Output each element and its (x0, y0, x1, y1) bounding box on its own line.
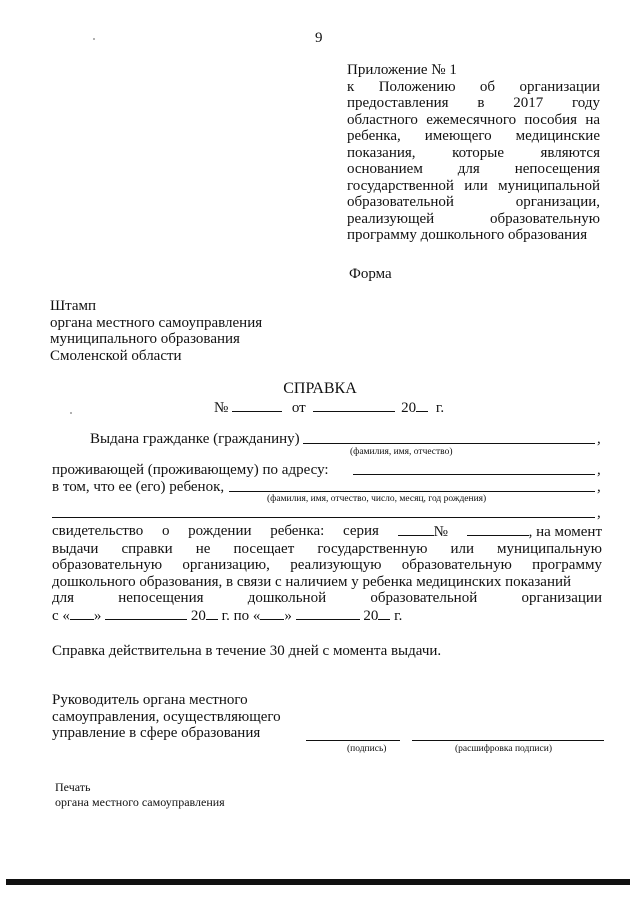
seal-line: органа местного самоуправления (55, 795, 225, 809)
issued-field[interactable] (303, 443, 595, 444)
paragraph-line: дошкольного образования, в связи с наличием у ребенка медицинских показаний (52, 573, 572, 590)
cert-number-field[interactable] (467, 523, 529, 536)
seal-block (55, 780, 225, 810)
page-number: 9 (315, 30, 323, 46)
date-field[interactable] (313, 399, 395, 412)
scan-speck (70, 412, 72, 414)
head-block (52, 692, 281, 742)
from-day-field[interactable] (70, 607, 94, 620)
appendix-line: показания, которые являются (347, 144, 600, 161)
scan-speck (93, 38, 95, 40)
appendix-line: к Положению об организации (347, 78, 600, 95)
year-field[interactable] (416, 399, 428, 412)
stamp-line: органа местного самоуправления (50, 314, 263, 331)
stamp-line: Штамп (50, 298, 97, 314)
number-field[interactable] (232, 399, 282, 412)
paragraph-line: для непосещения дошкольной образовательной организации (52, 590, 602, 606)
appendix-line: образовательной организации, (347, 194, 600, 210)
head-line: управление в сфере образования (52, 725, 261, 741)
signature-field[interactable] (306, 740, 400, 741)
child-field[interactable] (229, 491, 595, 492)
address-label: проживающей (проживающему) по адресу: (52, 462, 329, 478)
document-title: СПРАВКА (283, 380, 357, 397)
head-line: самоуправления, осуществляющего (52, 708, 281, 725)
validity-note: Справка действительна в течение 30 дней с момента выдачи. (52, 643, 442, 659)
paragraph-line: свидетельство о рождении ребенка: серия № , на момент (52, 523, 602, 540)
appendix-line: реализующей образовательную (347, 210, 600, 227)
appendix-title: Приложение № 1 (347, 62, 457, 78)
appendix-line: ребенка, имеющего медицинские (347, 128, 600, 144)
appendix-line: предоставления в 2017 году (347, 95, 600, 111)
to-year-field[interactable] (378, 607, 390, 620)
signature-hint: (подпись) (347, 744, 387, 754)
stamp-line: муниципального образования (50, 331, 240, 347)
appendix-line: основанием для непосещения (347, 161, 600, 177)
number-line: № от 20 г. (214, 400, 445, 416)
child-field-continued[interactable] (52, 517, 595, 518)
form-label: Форма (349, 266, 392, 282)
scan-border-bar (6, 879, 630, 885)
child-label: в том, что ее (его) ребенок, (52, 479, 225, 495)
address-field[interactable] (353, 474, 595, 475)
decode-hint: (расшифровка подписи) (455, 744, 552, 754)
paragraph-line: выдачи справки не посещает государственную или муниципальную (52, 540, 602, 557)
appendix-line: государственной или муниципальной (347, 177, 600, 194)
paragraph-line: образовательную организацию, реализующую образовательную программу (52, 557, 602, 573)
head-line: Руководитель органа местного (52, 692, 248, 708)
certificate-paragraph (52, 523, 602, 624)
to-month-field[interactable] (296, 607, 360, 620)
issued-label: Выдана гражданке (гражданину) (90, 431, 300, 447)
appendix-block (347, 62, 600, 244)
series-field[interactable] (398, 523, 434, 536)
from-month-field[interactable] (105, 607, 187, 620)
signature-decode-field[interactable] (412, 740, 604, 741)
child-hint: (фамилия, имя, отчество, число, месяц, год рождения) (267, 494, 487, 504)
seal-line: Печать (55, 780, 91, 794)
period-line: с « » 20 г. по « » 20 г. (52, 607, 403, 624)
stamp-line: Смоленской области (50, 347, 182, 364)
appendix-last-line: программу дошкольного образования (347, 227, 588, 243)
from-year-field[interactable] (206, 607, 218, 620)
appendix-line: областного ежемесячного пособия на (347, 111, 600, 128)
to-day-field[interactable] (260, 607, 284, 620)
stamp-block (50, 298, 262, 364)
issued-hint: (фамилия, имя, отчество) (350, 447, 453, 457)
